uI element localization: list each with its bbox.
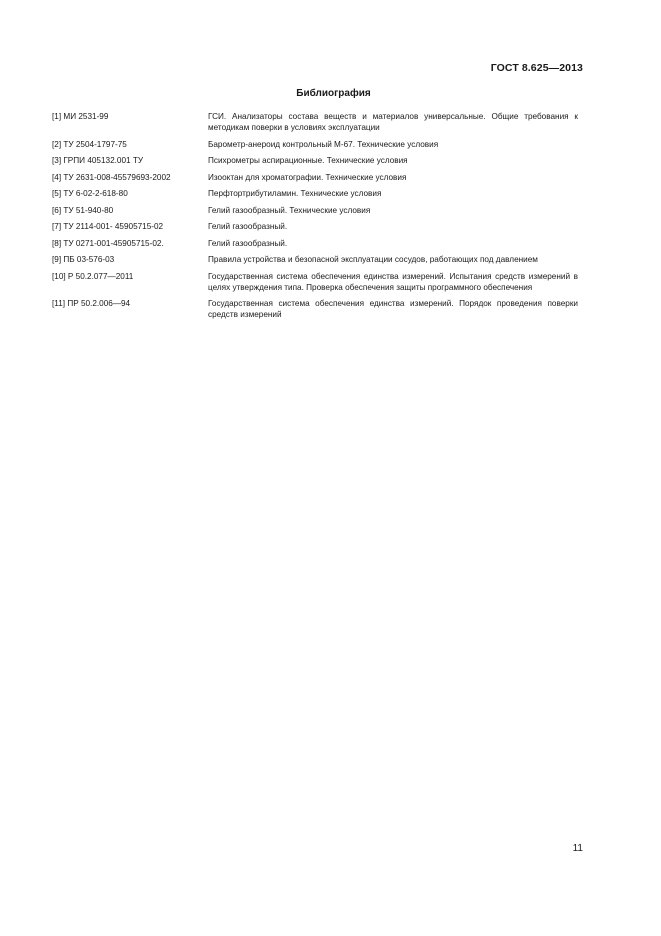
bibliography-entry xyxy=(52,188,578,199)
entry-reference: [1] МИ 2531-99 xyxy=(52,112,109,121)
entry-reference: [10] Р 50.2.077—2011 xyxy=(52,271,134,281)
entry-reference: [5] ТУ 6-02-2-618-80 xyxy=(52,189,128,198)
entry-description: Гелий газообразный. xyxy=(208,222,288,231)
bibliography-title: Библиография xyxy=(296,88,371,99)
bibliography-entry xyxy=(52,254,578,265)
page-number: 11 xyxy=(572,843,583,854)
bibliography-entry xyxy=(52,298,578,320)
bibliography-entry xyxy=(52,238,578,249)
bibliography-entry xyxy=(52,271,578,293)
entry-description: Перфтортрибутиламин. Технические условия xyxy=(208,189,382,198)
document-code: ГОСТ 8.625—2013 xyxy=(490,62,583,74)
entry-reference: [8] ТУ 0271-001-45905715-02. xyxy=(52,238,164,248)
bibliography-entry xyxy=(52,221,578,232)
entry-reference: [9] ПБ 03-576-03 xyxy=(52,255,115,264)
entry-reference: [11] ПР 50.2.006—94 xyxy=(52,299,131,308)
entry-description: ГСИ. Анализаторы состава веществ и материалов универсальные. Общие требования к методикам поверки в условиях эксплуатации xyxy=(208,112,578,132)
entry-description: Государственная система обеспечения единства измерений. Порядок проведения поверки средств измерений xyxy=(208,299,578,319)
entry-description: Изооктан для хроматографии. Технические условия xyxy=(208,172,407,182)
entry-reference: [3] ГРПИ 405132.001 ТУ xyxy=(52,156,144,165)
entry-description: Психрометры аспирационные. Технические условия xyxy=(208,156,408,165)
entry-reference: [2] ТУ 2504-1797-75 xyxy=(52,139,127,149)
entry-description: Барометр-анероид контрольный М-67. Технические условия xyxy=(208,139,439,149)
bibliography-list xyxy=(52,111,578,326)
entry-description: Государственная система обеспечения единства измерений. Испытания средств измерений в целях утверждения типа. Проверка обеспечения защиты программного обеспечения xyxy=(208,271,578,292)
bibliography-entry xyxy=(52,155,578,166)
entry-description: Правила устройства и безопасной эксплуатации сосудов, работающих под давлением xyxy=(208,255,538,264)
bibliography-entry xyxy=(52,172,578,183)
entry-description: Гелий газообразный. xyxy=(208,238,288,248)
entry-reference: [6] ТУ 51-940-80 xyxy=(52,205,114,215)
entry-reference: [4] ТУ 2631-008-45579693-2002 xyxy=(52,172,171,182)
bibliography-entry xyxy=(52,139,578,150)
entry-reference: [7] ТУ 2114-001- 45905715-02 xyxy=(52,222,164,231)
entry-description: Гелий газообразный. Технические условия xyxy=(208,205,371,215)
bibliography-entry xyxy=(52,111,578,133)
bibliography-entry xyxy=(52,205,578,216)
